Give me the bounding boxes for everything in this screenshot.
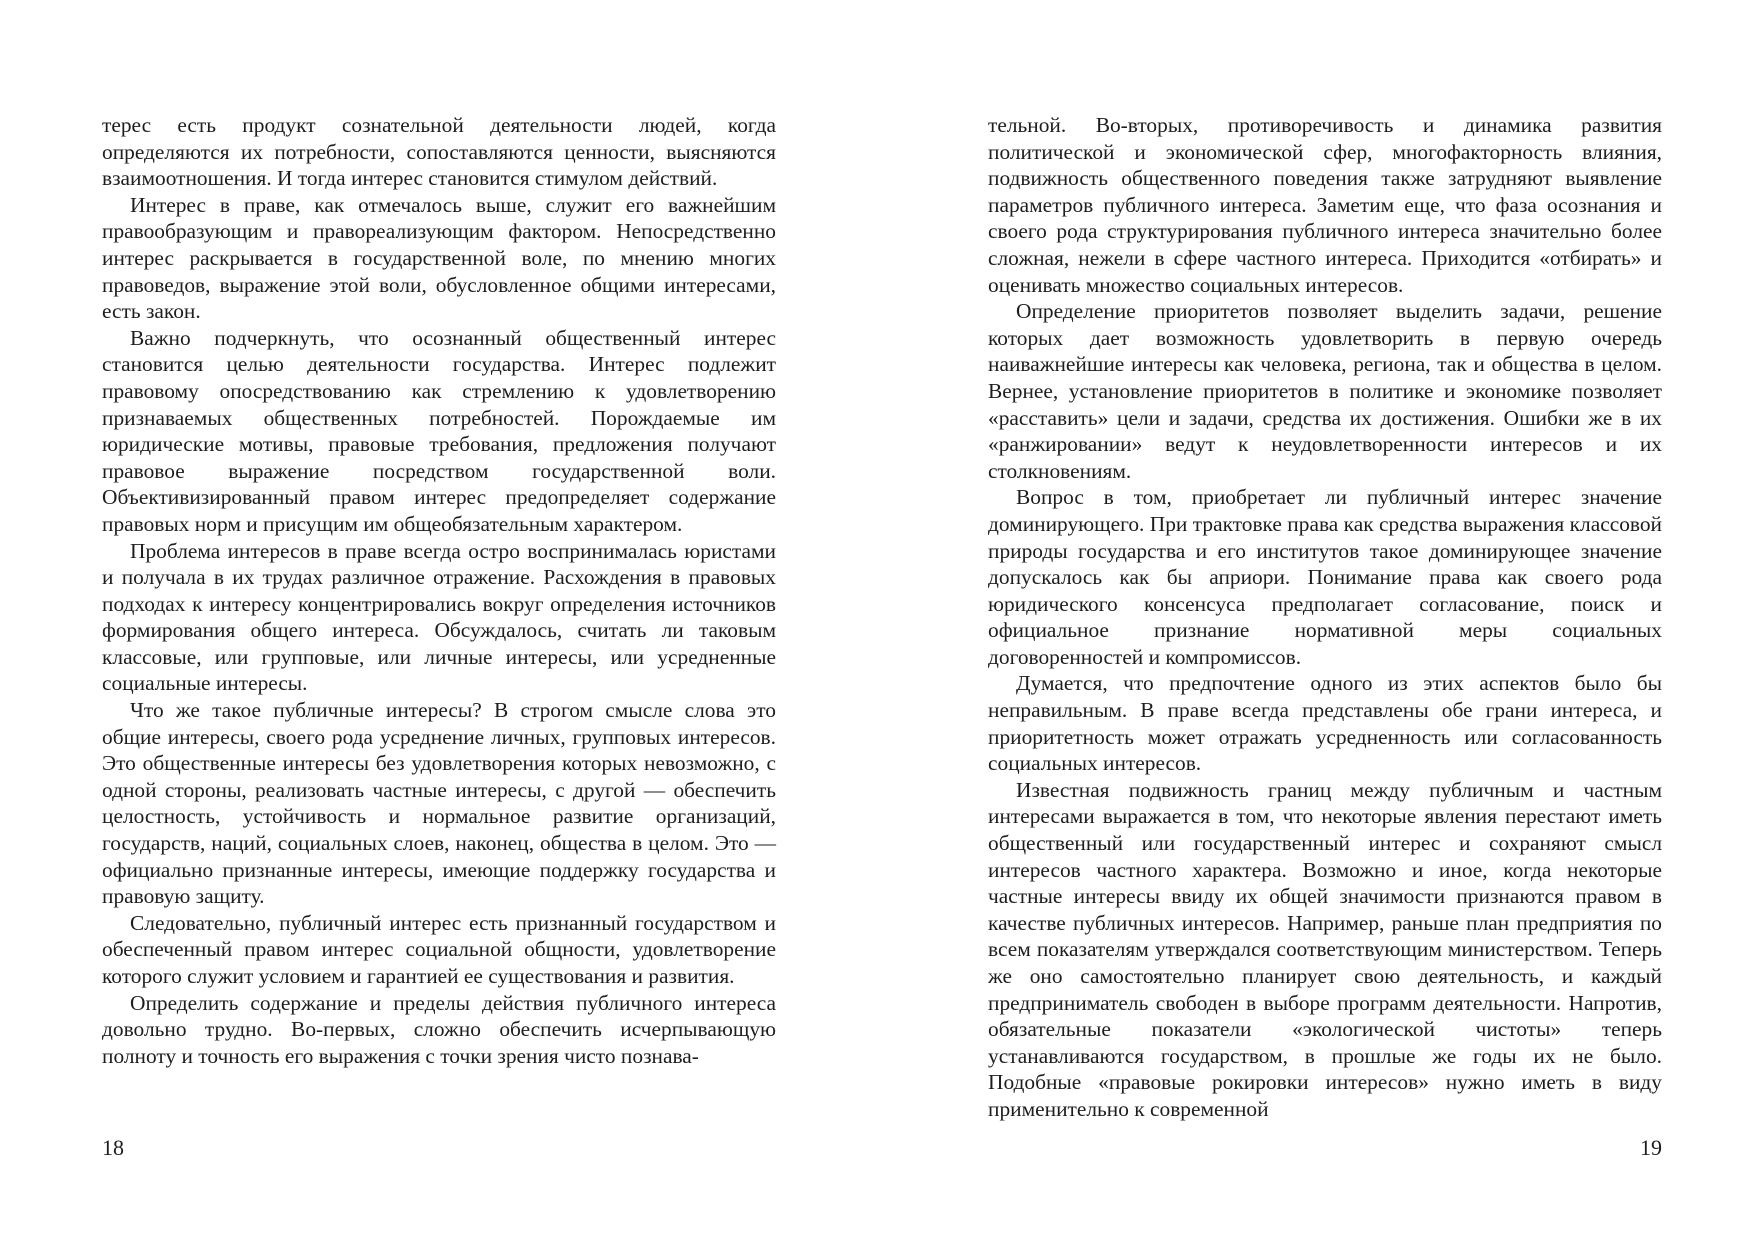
paragraph: Важно подчеркнуть, что осознанный общественный интерес становится целью деятельности государства. Интерес подлежит правовому опосредствованию как стремлению к удовлетворению признаваемых общественных потребностей. Порождаемые им юридические мотивы, правовые требования, предложения получают правовое выражение посредством государственной воли. Объективизированный правом интерес предопределяет содержание правовых норм и присущим им общеобязательным характером. [102, 325, 776, 536]
page-number: 18 [102, 1135, 124, 1160]
paragraph: Вопрос в том, приобретает ли публичный интерес значение доминирующего. При трактовке права как средства выражения классовой природы государства и его институтов такое доминирующее значение допускалось как бы априори. Понимание права как своего рода юридического консенсуса предполагает согласование, поиск и официальное признание нормативной меры социальных договоренностей и компромиссов. [988, 485, 1662, 669]
paragraph: Интерес в праве, как отмечалось выше, служит его важнейшим правообразующим и правореализующим фактором. Непосредственно интерес раскрывается в государственной воле, по мнению многих правоведов, выражение этой воли, обусловленное общими интересами, есть закон. [102, 192, 776, 324]
paragraph: тельной. Во-вторых, противоречивость и динамика развития политической и экономической сфер, многофакторность влияния, подвижность общественного поведения также затрудняют выявление параметров публичного интереса. Заметим еще, что фаза осознания и своего рода структурирования публичного интереса значительно более сложная, нежели в сфере частного интереса. Приходится «отбирать» и оценивать множество социальных интересов. [988, 113, 1662, 297]
right-page-text [988, 112, 1662, 1123]
left-page-text [102, 112, 776, 1069]
right-page [988, 112, 1662, 1172]
paragraph: Следовательно, публичный интерес есть признанный государством и обеспеченный правом интерес социальной общности, удовлетворение которого служит условием и гарантией ее существования и развития. [102, 910, 776, 988]
left-page [102, 112, 776, 1172]
paragraph: Что же такое публичные интересы? В строгом смысле слова это общие интересы, своего рода усреднение личных, групповых интересов. Это общественные интересы без удовлетворения которых невозможно, с одной стороны, реализовать частные интересы, с другой — обеспечить целостность, устойчивость и нормальное развитие организаций, государств, наций, социальных слоев, наконец, общества в целом. Это — официально признанные интересы, имеющие поддержку государства и правовую защиту. [102, 698, 776, 909]
paragraph: Определить содержание и пределы действия публичного интереса довольно трудно. Во-первых, сложно обеспечить исчерпывающую полноту и точность его выражения с точки зрения чисто познава- [102, 990, 776, 1068]
page-number: 19 [1640, 1135, 1662, 1160]
paragraph: Известная подвижность границ между публичным и частным интересами выражается в том, что некоторые явления перестают иметь общественный или государственный интерес и сохраняют смысл интересов частного характера. Возможно и иное, когда некоторые частные интересы ввиду их общей значимости признаются правом в качестве публичных интересов. Например, раньше план предприятия по всем показателям утверждался соответствующим министерством. Теперь же оно самостоятельно планирует свою деятельность, и каждый предприниматель свободен в выборе программ деятельности. Напротив, обязательные показатели «экологической чистоты» теперь устанавливаются государством, в прошлые же годы их не было. Подобные «правовые рокировки интересов» нужно иметь в виду применительно к современной [988, 777, 1662, 1121]
paragraph: Думается, что предпочтение одного из этих аспектов было бы неправильным. В праве всегда представлены обе грани интереса, и приоритетность может отражать усредненность или согласованность социальных интересов. [988, 671, 1662, 776]
paragraph: Определение приоритетов позволяет выделить задачи, решение которых дает возможность удовлетворить в первую очередь наиважнейшие интересы как человека, региона, так и общества в целом. Вернее, установление приоритетов в политике и экономике позволяет «расставить» цели и задачи, средства их достижения. Ошибки же в их «ранжировании» ведут к неудовлетворенности интересов и их столкновениям. [988, 299, 1662, 483]
paragraph: терес есть продукт сознательной деятельности людей, когда определяются их потребности, сопоставляются ценности, выясняются взаимоотношения. И тогда интерес становится стимулом действий. [102, 113, 776, 191]
paragraph: Проблема интересов в праве всегда остро воспринималась юристами и получала в их трудах различное отражение. Расхождения в правовых подходах к интересу концентрировались вокруг определения источников формирования общего интереса. Обсуждалось, считать ли таковым классовые, или групповые, или личные интересы, или усредненные социальные интересы. [102, 538, 776, 696]
